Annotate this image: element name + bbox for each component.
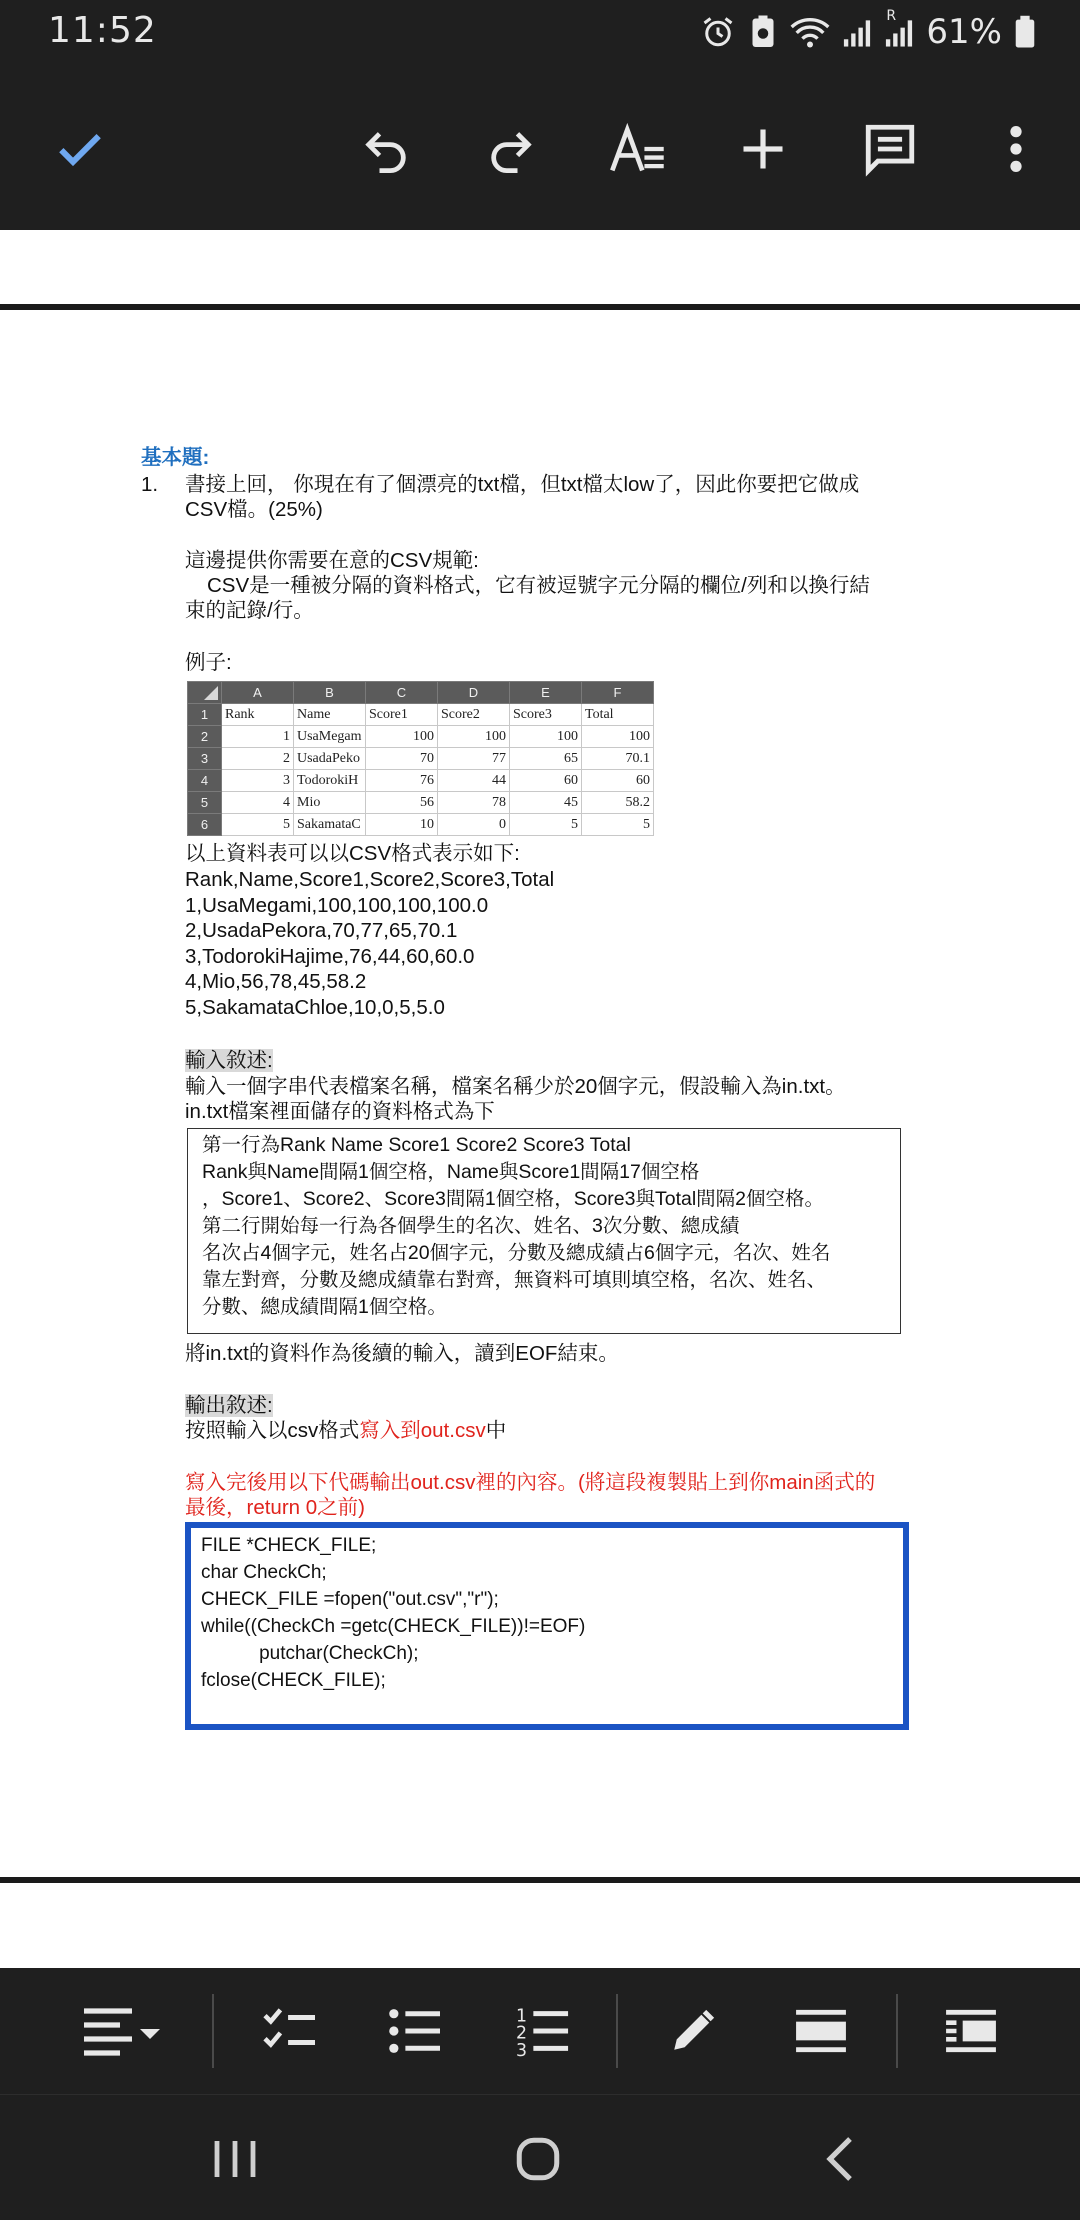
input-heading: 輸入敘述:: [185, 1049, 273, 1072]
sheet-row: [188, 770, 654, 792]
sheet-row-number: 2: [188, 726, 222, 748]
section-heading: 基本題:: [141, 446, 210, 469]
sheet-cell: 0: [438, 814, 510, 836]
sheet-cell: 76: [366, 770, 438, 792]
sheet-row-number: 5: [188, 792, 222, 814]
input-format-line: 分數、總成績間隔1個空格。: [202, 1296, 447, 1318]
input-format-line: 靠左對齊，分數及總成績靠右對齊，無資料可填則填空格，名次、姓名、: [202, 1269, 827, 1291]
sheet-cell: UsaMegam: [294, 726, 366, 748]
sheet-cell: 65: [510, 748, 582, 770]
sheet-cell: 60: [582, 770, 654, 792]
sheet-row: [188, 726, 654, 748]
sheet-cell: Score1: [366, 704, 438, 726]
code-line: FILE *CHECK_FILE;: [201, 1535, 377, 1556]
battery-percent: 61%: [926, 12, 1002, 52]
sheet-cell: Name: [294, 704, 366, 726]
csv-line: 5,SakamataChloe,10,0,5,5.0: [185, 996, 445, 1019]
input-format-line: Rank與Name間隔1個空格，Name與Score1間隔17個空格: [202, 1161, 700, 1183]
input-line-2: in.txt檔案裡面儲存的資料格式為下: [185, 1100, 495, 1123]
comment-icon[interactable]: [850, 109, 930, 189]
sheet-header-row: [188, 682, 654, 704]
sheet-row-number: 3: [188, 748, 222, 770]
code-line: while((CheckCh =getc(CHECK_FILE))!=EOF): [201, 1616, 586, 1637]
status-icons: [700, 8, 1036, 52]
format-separator: [212, 1994, 214, 2068]
line-spacing-icon[interactable]: [786, 1996, 856, 2066]
question-line-1: 書接上回， 你現在有了個漂亮的txt檔，但txt檔太low了，因此你要把它做成: [185, 473, 860, 496]
code-snippet-box: [185, 1522, 909, 1730]
sheet-row: [188, 704, 654, 726]
example-spreadsheet: [187, 681, 654, 836]
input-format-line: 第二行開始每一行為各個學生的名次、姓名、3次分數、總成績: [202, 1215, 740, 1237]
battery-icon: [1014, 15, 1036, 49]
document-page[interactable]: [0, 230, 1080, 1968]
csv-desc-1: CSV是一種被分隔的資料格式，它有被逗號字元分隔的欄位/列和以換行結: [207, 574, 870, 597]
example-label: 例子:: [185, 651, 232, 674]
sheet-cell: 58.2: [582, 792, 654, 814]
sheet-cell: 1: [222, 726, 294, 748]
input-format-line: 第一行為Rank Name Score1 Score2 Score3 Total: [202, 1134, 631, 1156]
status-bar: [0, 0, 1080, 68]
sheet-cell: 100: [582, 726, 654, 748]
csv-line: 4,Mio,56,78,45,58.2: [185, 970, 367, 993]
sheet-row: [188, 748, 654, 770]
bullet-list-icon[interactable]: [380, 1996, 450, 2066]
alarm-icon: [700, 14, 736, 50]
csv-line: 3,TodorokiHajime,76,44,60,60.0: [185, 945, 475, 968]
sheet-cell: Total: [582, 704, 654, 726]
note-line-1: 寫入完後用以下代碼輸出out.csv裡的內容。(將這段複製貼上到你main函式的: [185, 1471, 876, 1494]
sheet-cell: SakamataC: [294, 814, 366, 836]
editor-toolbar: [0, 68, 1080, 230]
csv-intro: 這邊提供你需要在意的CSV規範:: [185, 549, 479, 572]
recents-icon[interactable]: [195, 2129, 275, 2189]
sheet-row-number: 6: [188, 814, 222, 836]
svg-text:2: 2: [516, 2023, 528, 2044]
sheet-cell: 44: [438, 770, 510, 792]
svg-text:1: 1: [516, 2006, 528, 2027]
sheet-cell: 5: [582, 814, 654, 836]
sheet-cell: Rank: [222, 704, 294, 726]
input-line-1: 輸入一個字串代表檔案名稱，檔案名稱少於20個字元，假設輸入為in.txt。: [185, 1075, 846, 1098]
sheet-cell: 100: [366, 726, 438, 748]
input-after: 將in.txt的資料作為後續的輸入，讀到EOF結束。: [185, 1342, 619, 1365]
sheet-cell: 2: [222, 748, 294, 770]
input-format-box: [187, 1128, 901, 1334]
format-separator: [896, 1994, 898, 2068]
sheet-col-header: C: [366, 682, 438, 704]
input-format-line: 名次占4個字元，姓名占20個字元，分數及總成績占6個字元，名次、姓名: [202, 1242, 831, 1264]
paragraph-style-icon[interactable]: [78, 1996, 170, 2066]
signal-icon: [842, 16, 872, 48]
sheet-cell: 78: [438, 792, 510, 814]
sheet-cell: 100: [438, 726, 510, 748]
code-line: fclose(CHECK_FILE);: [201, 1670, 386, 1691]
redo-icon[interactable]: [471, 109, 551, 189]
csv-desc-2: 束的記錄/行。: [185, 599, 314, 622]
plus-icon[interactable]: [723, 109, 803, 189]
more-vert-icon[interactable]: [976, 109, 1056, 189]
sheet-cell: 100: [510, 726, 582, 748]
pen-icon[interactable]: [658, 1996, 728, 2066]
csv-caption: 以上資料表可以以CSV格式表示如下:: [185, 842, 520, 865]
battery-saver-icon: [748, 14, 778, 50]
undo-icon[interactable]: [346, 109, 426, 189]
input-format-line: ，Score1、Score2、Score3間隔1個空格，Score3與Total間隔2個空格。: [202, 1188, 825, 1210]
sheet-row: [188, 792, 654, 814]
sheet-cell: UsadaPeko: [294, 748, 366, 770]
indent-icon[interactable]: [936, 1996, 1006, 2066]
note-line-2: 最後，return 0之前): [185, 1496, 365, 1519]
sheet-cell: 56: [366, 792, 438, 814]
system-nav-bar: [0, 2094, 1080, 2220]
sheet-row-number: 1: [188, 704, 222, 726]
sheet-col-header: E: [510, 682, 582, 704]
back-icon[interactable]: [800, 2129, 880, 2189]
sheet-col-header: A: [222, 682, 294, 704]
checklist-icon[interactable]: [255, 1996, 325, 2066]
sheet-cell: 45: [510, 792, 582, 814]
output-line: 按照輸入以csv格式寫入到out.csv中: [185, 1419, 507, 1442]
wifi-icon: [790, 15, 830, 49]
numbered-list-icon[interactable]: [508, 1996, 578, 2066]
text-format-icon[interactable]: [598, 109, 678, 189]
code-line: char CheckCh;: [201, 1562, 327, 1583]
sheet-cell: 10: [366, 814, 438, 836]
check-icon[interactable]: [40, 109, 120, 189]
sheet-corner: [188, 682, 222, 704]
sheet-cell: 4: [222, 792, 294, 814]
sheet-cell: Mio: [294, 792, 366, 814]
svg-text:3: 3: [516, 2041, 528, 2058]
document-canvas[interactable]: [0, 230, 1080, 1968]
sheet-row: [188, 814, 654, 836]
sheet-cell: Score3: [510, 704, 582, 726]
question-line-2: CSV檔。(25%): [185, 498, 323, 521]
code-line: CHECK_FILE =fopen("out.csv","r");: [201, 1589, 499, 1610]
sheet-cell: Score2: [438, 704, 510, 726]
sheet-cell: 60: [510, 770, 582, 792]
sheet-col-header: B: [294, 682, 366, 704]
question-number: 1.: [141, 473, 159, 496]
sheet-cell: 70: [366, 748, 438, 770]
sheet-row-number: 4: [188, 770, 222, 792]
home-icon[interactable]: [498, 2129, 578, 2189]
sheet-col-header: D: [438, 682, 510, 704]
signal-roaming-icon: R: [884, 16, 914, 48]
csv-line: Rank,Name,Score1,Score2,Score3,Total: [185, 868, 555, 891]
sheet-cell: 77: [438, 748, 510, 770]
sheet-cell: 70.1: [582, 748, 654, 770]
output-heading: 輸出敘述:: [185, 1394, 273, 1417]
sheet-cell: 5: [222, 814, 294, 836]
csv-line: 1,UsaMegami,100,100,100,100.0: [185, 894, 489, 917]
status-time: 11:52: [48, 10, 157, 51]
format-separator: [616, 1994, 618, 2068]
code-line: putchar(CheckCh);: [201, 1643, 419, 1664]
format-toolbar: [0, 1968, 1080, 2094]
sheet-col-header: F: [582, 682, 654, 704]
sheet-cell: 3: [222, 770, 294, 792]
csv-line: 2,UsadaPekora,70,77,65,70.1: [185, 919, 458, 942]
sheet-cell: TodorokiH: [294, 770, 366, 792]
sheet-cell: 5: [510, 814, 582, 836]
